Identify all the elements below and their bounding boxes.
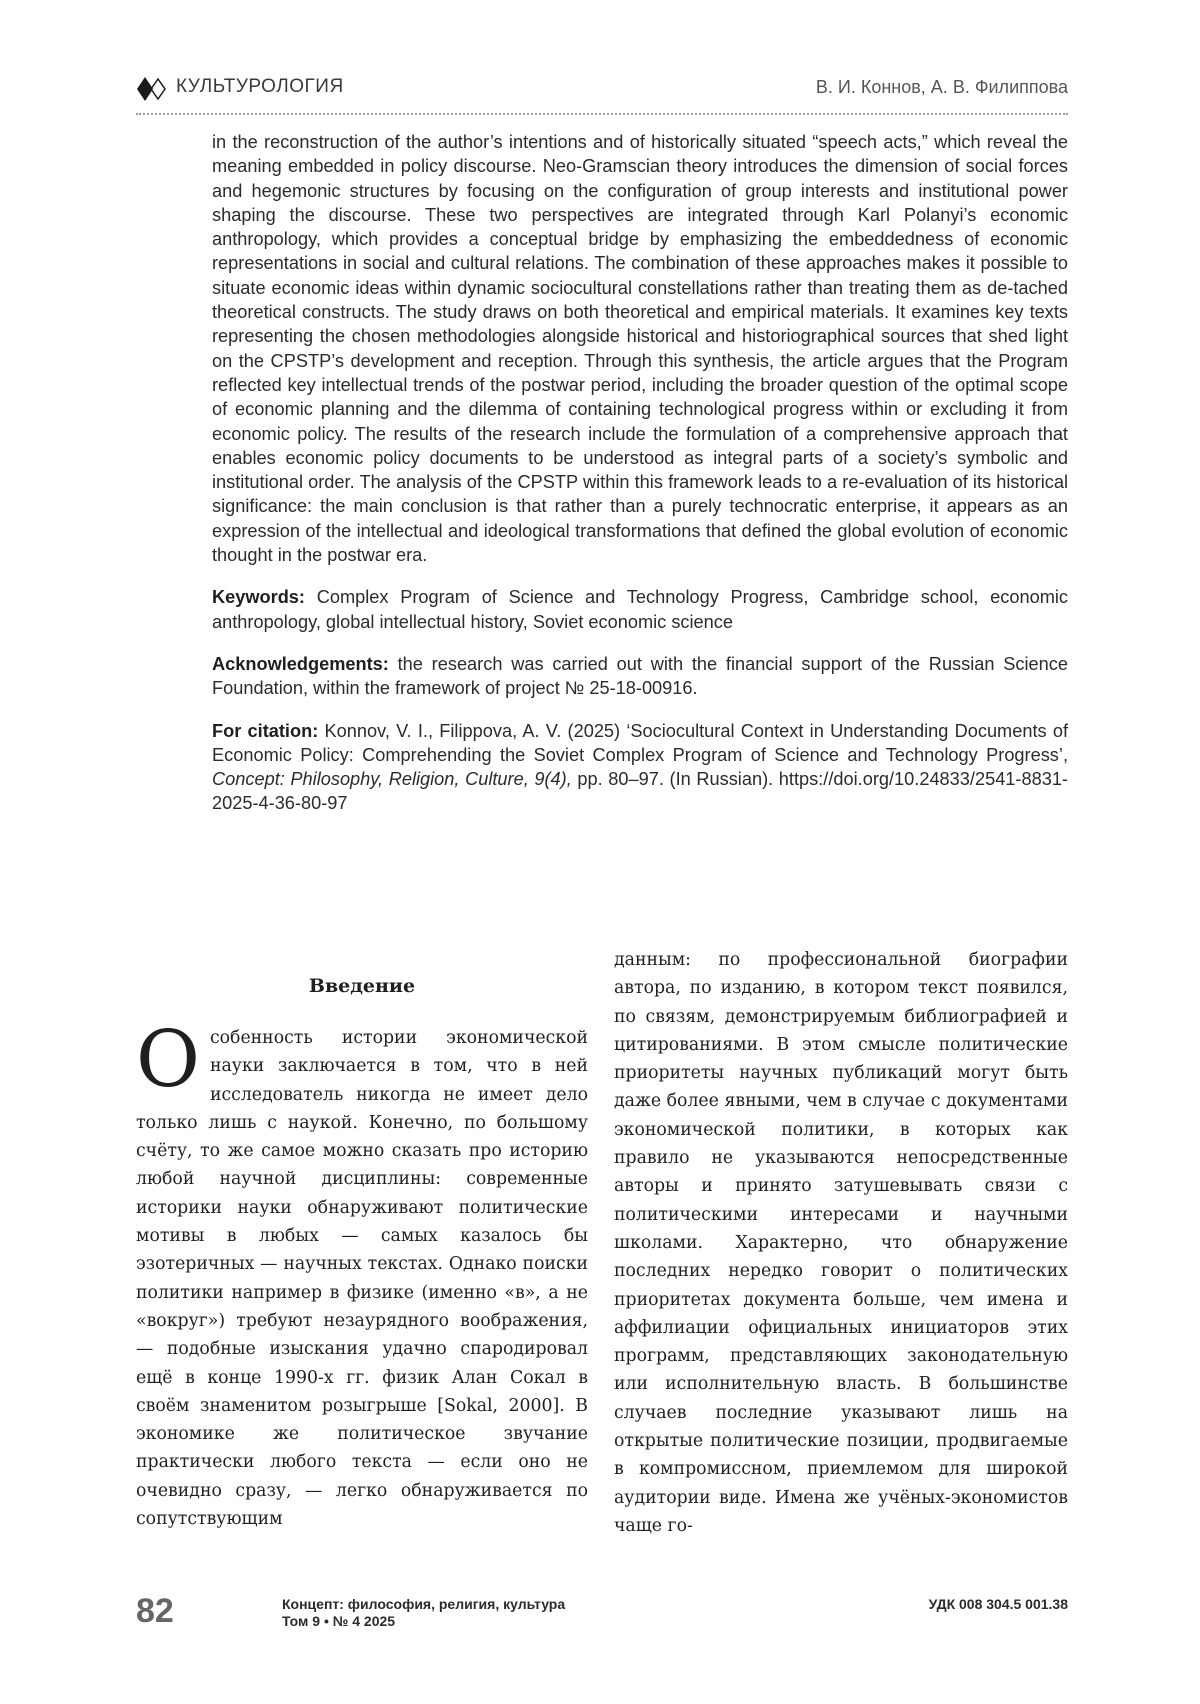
journal-issue: Том 9 • № 4 2025 xyxy=(282,1613,396,1629)
section-title: КУЛЬТУРОЛОГИЯ xyxy=(176,76,344,97)
intro-heading: Введение xyxy=(308,975,416,997)
journal-info xyxy=(282,1596,565,1630)
keywords-label: Keywords: xyxy=(212,587,305,608)
abstract-text: in the reconstruction of the author’s intentions and of historically situated “speech acts,” which reveal the meaning embedded in policy discourse. Neo-Gramscian theory introduces the dimension of social forces and hegemonic structures by focusing on the configuration of group interests and institutional power shaping the discourse. These two perspectives are integrated through Karl Polanyi’s economic anthropology, which provides a conceptual bridge by emphasizing the embeddedness of economic representations in social and cultural relations. The combination of these approaches makes it possible to situate economic ideas within dynamic sociocultural constellations rather than treating them as de-tached theoretical constructs. The study draws on both theoretical and empirical materials. It examines key texts representing the chosen methodologies alongside historical and historiographical sources that shed light on the CPSTP’s development and reception. Through this synthesis, the article argues that the Program reflected key intellectual trends of the postwar period, including the broader question of the optimal scope of economic planning and the dilemma of containing technological progress within or excluding it from economic policy. The results of the research include the formulation of a comprehensive approach that enables economic policy documents to be understood as integral parts of a society’s symbolic and institutional order. The analysis of the CPSTP within this framework leads to a re-evaluation of its historical significance: the main conclusion is that rather than a purely technocratic enterprise, it appears as an expression of the intellectual and ideological transformations that defined the global evolution of economic thought in the postwar era. xyxy=(212,132,1068,566)
acknowledgements xyxy=(212,652,1068,701)
running-header xyxy=(136,74,1068,104)
journal-title: Концепт: философия, религия, культура xyxy=(282,1596,566,1612)
diamond-icon xyxy=(136,76,170,102)
drop-cap: О xyxy=(136,1015,200,1105)
citation-label: For citation: xyxy=(212,720,319,741)
intro-left-column xyxy=(136,1015,588,1533)
intro-right-column xyxy=(614,946,1068,1540)
keywords-text: Complex Program of Science and Technology Progress, Cambridge school, economic anthropology, global intellectual history, Soviet economic science xyxy=(212,587,1068,632)
header-divider xyxy=(136,113,1068,115)
citation xyxy=(212,719,1068,816)
intro-right-text: данным: по профессиональной биографии автора, по изданию, в котором текст появился, по связям, демонстрируемым библиографией и цитированиями. В этом смысле политические приоритеты научных публикаций могут быть даже более явными, чем в случае с документами экономической политики, в которых как правило не указываются непосредственные авторы и принято затушевывать связи с политическими интересами и научными школами. Характерно, что обнаружение последних нередко говорит о политических приоритетах документа больше, чем имена и аффилиации официальных инициаторов этих программ, представляющих законодательную или исполнительную власть. В большинстве случаев последние указывают лишь на открытые политические позиции, продвигаемые в компромиссном, приемлемом для широкой аудитории виде. Имена же учёных-экономистов чаще го- xyxy=(614,950,1068,1536)
citation-text-before: Konnov, V. I., Filippova, A. V. (2025) ‘Sociocultural Context in Understanding Documents of Economic Policy: Comprehending the Soviet Complex Program of Science and Technology Progress’, xyxy=(212,720,1068,765)
intro-left-text: собенность истории экономической науки заключается в том, что в ней исследователь никогда не имеет дело только лишь с наукой. Конечно, по большому счёту, то же самое можно сказать про историю любой научной дисциплины: современные историки науки обнаруживают политические мотивы в любых — самых казалось бы эзотеричных — научных текстах. Однако поиски политики например в физике (именно «в», а не «вокруг») требуют незаурядного воображения, — подобные изыскания удачно спародировал ещё в конце 1990-х гг. физик Алан Сокал в своём знаменитом розыгрыше [Sokal, 2000]. В экономике же политическое звучание практически любого текста — если оно не очевидно сразу, — легко обнаруживается по сопутствующим xyxy=(136,1028,588,1530)
keywords xyxy=(212,585,1068,634)
page-number: 82 xyxy=(136,1592,174,1630)
udc-code: УДК 008 304.5 001.38 xyxy=(928,1596,1068,1612)
citation-text-after: pp. 80–97. (In Russian). https://doi.org/10.24833/2541-8831-2025-4-36-80-97 xyxy=(212,769,1068,814)
acknowledgements-label: Acknowledgements: xyxy=(212,653,389,674)
citation-journal: Concept: Philosophy, Religion, Culture, 9(4), xyxy=(212,769,572,790)
abstract-block xyxy=(212,130,1068,816)
page-footer xyxy=(136,1592,1068,1632)
acknowledgements-text: the research was carried out with the financial support of the Russian Science Foundation, within the framework of project № 25-18-00916. xyxy=(212,653,1068,699)
running-authors: В. И. Коннов, А. В. Филиппова xyxy=(815,77,1068,97)
